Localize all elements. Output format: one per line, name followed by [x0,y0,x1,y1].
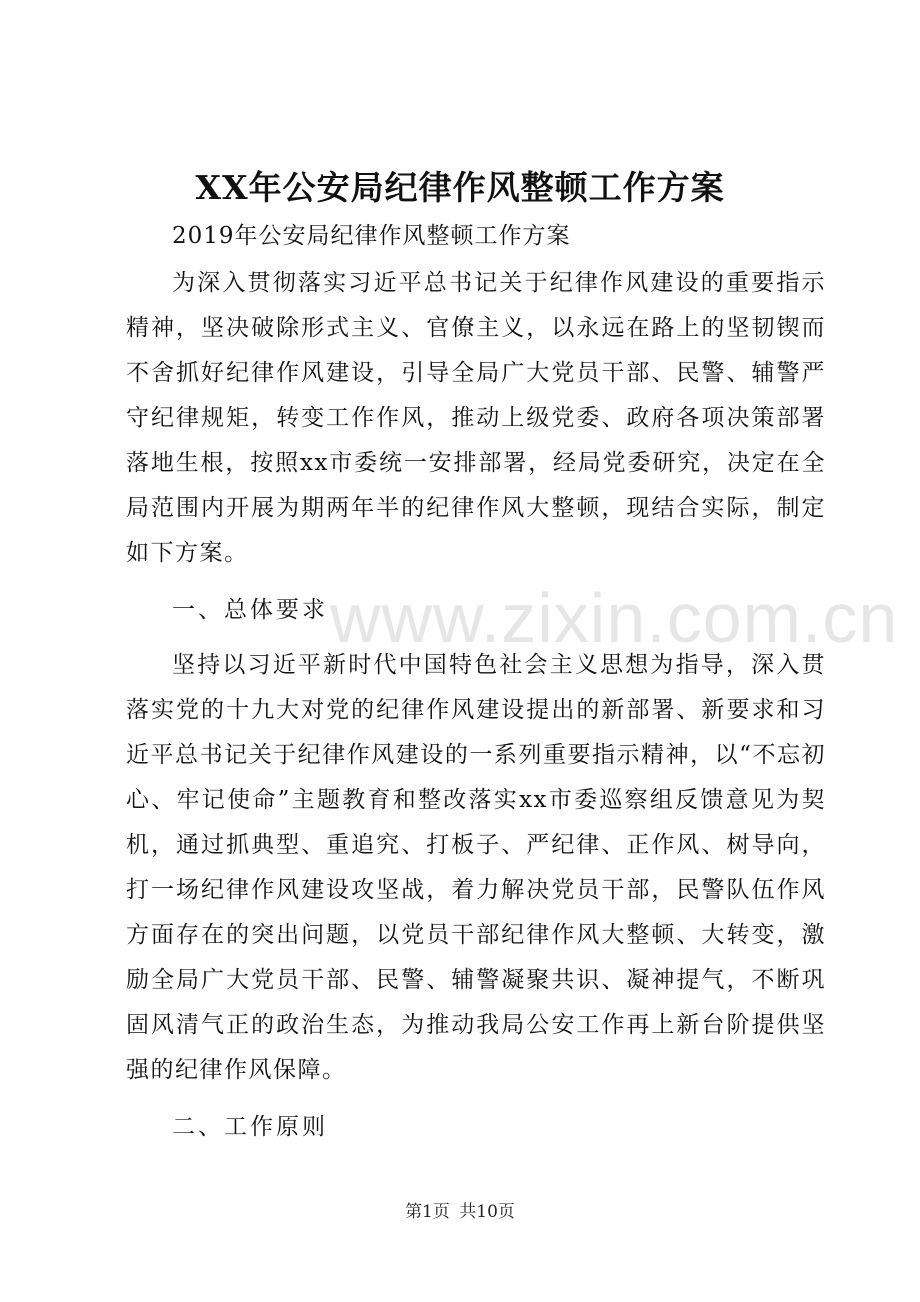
page-footer [0,1197,920,1227]
intro-paragraph: 为深入贯彻落实习近平总书记关于纪律作风建设的重要指示精神，坚决破除形式主义、官僚主义，以永远在路上的坚韧锲而不舍抓好纪律作风建设，引导全局广大党员干部、民警、辅警严守纪律规矩，转变工作作风，推动上级党委、政府各项决策部署落地生根，按照xx市委统一安排部署，经局党委研究，决定在全局范围内开展为期两年半的纪律作风大整顿，现结合实际，制定如下方案。 [126,270,826,566]
section-heading-general-requirements: 一、总体要求 [172,597,328,623]
general-requirements-paragraph: 坚持以习近平新时代中国特色社会主义思想为指导，深入贯落实党的十九大对党的纪律作风建设提出的新部署、新要求和习近平总书记关于纪律作风建设的一系列重要指示精神，以“不忘初心、牢记使命”主题教育和整改落实xx市委巡察组反馈意见为契机，通过抓典型、重追究、打板子、严纪律、正作风、树导向，打一场纪律作风建设攻坚战，着力解决党员干部，民警队伍作风方面存在的突出问题，以党员干部纪律作风大整顿、大转变，激励全局广大党员干部、民警、辅警凝聚共识、凝神提气，不断巩固风清气正的政治生态，为推动我局公安工作再上新台阶提供坚强的纪律作风保障。 [126,652,826,1083]
section-heading-work-principles: 二、工作原则 [172,1114,328,1140]
page-total: 共10页 [459,1202,515,1222]
document-body [126,214,826,1160]
page-number: 第1页 [405,1202,450,1222]
document-title: XX年公安局纪律作风整顿工作方案 [195,168,725,207]
watermark: www.zixin.com.cn [330,579,899,657]
document-subtitle: 2019年公安局纪律作风整顿工作方案 [172,223,571,249]
